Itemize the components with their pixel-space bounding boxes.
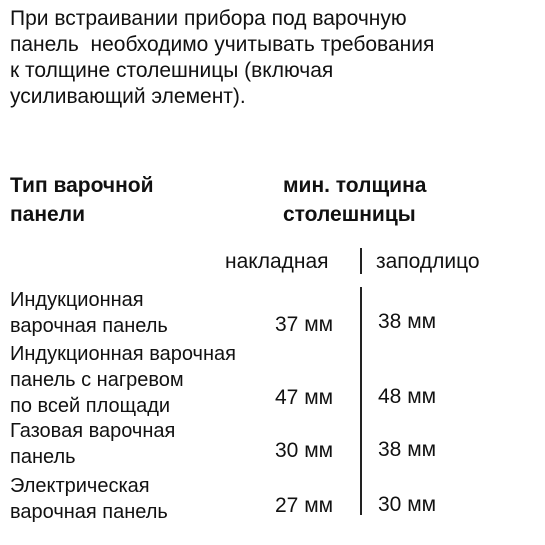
hob-type-line: Газовая варочная xyxy=(10,420,176,442)
column-header-hob-type xyxy=(10,171,154,229)
header-line: столешницы xyxy=(283,203,416,226)
intro-line: панель необходимо учитывать требования xyxy=(10,33,435,56)
hob-type-line: панель xyxy=(10,446,76,468)
hob-type-line: Электрическая xyxy=(10,475,150,497)
subheader-flush: заподлицо xyxy=(376,250,480,273)
column-header-min-thickness xyxy=(283,171,426,229)
column-divider xyxy=(360,287,362,515)
hob-type-line: варочная панель xyxy=(10,501,168,523)
hob-type-line: варочная панель xyxy=(10,315,168,337)
hob-type-name xyxy=(10,341,236,419)
column-divider xyxy=(360,248,362,274)
header-line: мин. толщина xyxy=(283,174,427,197)
overlay-thickness: 47 мм xyxy=(275,386,334,409)
intro-line: усиливающий элемент). xyxy=(10,85,246,108)
flush-thickness: 48 мм xyxy=(378,385,437,408)
hob-type-name xyxy=(10,473,168,525)
overlay-thickness: 30 мм xyxy=(275,439,334,462)
intro-line: При встраивании прибора под варочную xyxy=(10,7,407,30)
hob-type-line: Индукционная варочная xyxy=(10,343,236,365)
flush-thickness: 30 мм xyxy=(378,493,437,516)
hob-type-line: панель с нагревом xyxy=(10,369,184,391)
overlay-thickness: 37 мм xyxy=(275,313,334,336)
subheader-overlay: накладная xyxy=(225,250,329,273)
hob-type-line: по всей площади xyxy=(10,395,171,417)
intro-paragraph xyxy=(10,6,540,110)
header-line: Тип варочной xyxy=(10,174,154,197)
intro-line: к толщине столешницы (включая xyxy=(10,59,334,82)
hob-type-line: Индукционная xyxy=(10,289,144,311)
flush-thickness: 38 мм xyxy=(378,310,437,333)
hob-type-name xyxy=(10,287,168,339)
overlay-thickness: 27 мм xyxy=(275,494,334,517)
flush-thickness: 38 мм xyxy=(378,438,437,461)
header-line: панели xyxy=(10,203,85,226)
hob-type-name xyxy=(10,418,175,470)
